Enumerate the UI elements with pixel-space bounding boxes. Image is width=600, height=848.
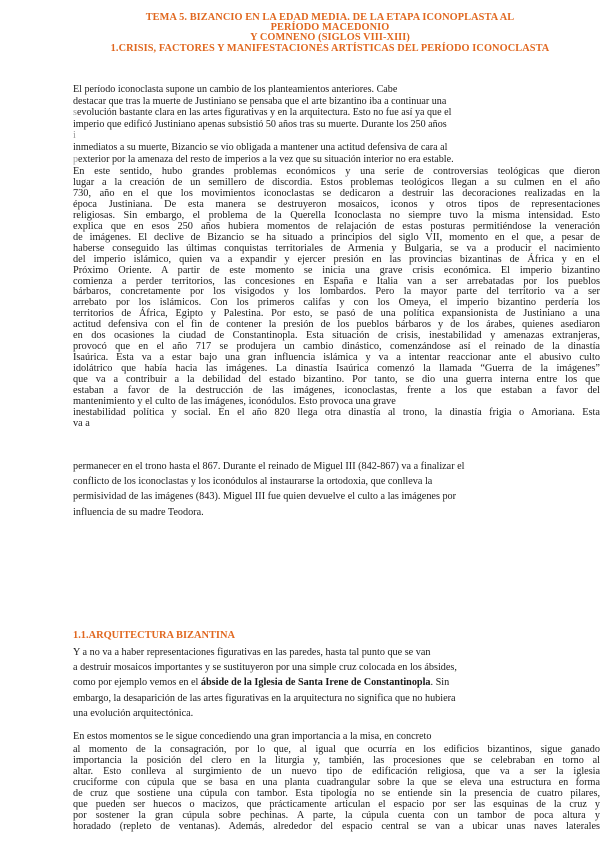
ghost-letter: i — [73, 130, 76, 142]
text-line: importancia la posición del clero en la liturgia y, también, las procesiones que se celebraban en torno al — [73, 755, 600, 766]
text-line: En estos momentos se le sigue concediendo una gran importancia a la misa, en concreto — [73, 731, 432, 742]
title-line: Y COMNENO (SIGLOS VIII-XIII) — [250, 32, 410, 44]
text-line: época Justiniana. De esta manera se destruyeron mosaicos, iconos y otros tipos de representaciones — [73, 198, 600, 210]
text-line: lugar a la creación de un semillero de discordia. Estos problemas teológicos llegan a su culmen en el año — [73, 176, 600, 188]
text-line: una evolución arquitectónica. — [73, 707, 194, 719]
text-line: explica que en esos 250 años hubiera momentos de relajación de estas posturas permitiéndose la veneración — [73, 220, 600, 232]
text-line: provocó que en el año 717 se produjera un cambio dinástico, comenzándose así el reinado de la dinastía — [73, 341, 600, 353]
text-line: conflicto de los iconoclastas y los iconódulos al instaurarse la ortodoxia, que conlleva la — [73, 476, 433, 488]
text-line: Isaúrica. Esta va a estar bajo una gran influencia islámica y va a intentar reaccionar ante el abusivo culto — [73, 352, 600, 364]
text-line: a destruir mosaicos importantes y se sustituyeron por una simple cruz colocada en los ábsides, — [73, 662, 457, 674]
continuation-paragraph — [73, 459, 600, 520]
text-segment: como por ejemplo vemos en el — [73, 677, 201, 689]
title-line: TEMA 5. BIZANCIO EN LA EDAD MEDIA. DE LA ETAPA ICONOPLASTA AL — [145, 12, 515, 23]
text-line-rest: exterior por la amenaza del resto de imperios a la vez que su situación interior no era estable. — [78, 153, 454, 165]
text-line: que pueden ser huecos o macizos, que prácticamente articulan el espacio por ser las esquinas de la cruz y — [73, 799, 600, 810]
ghost-letter: s — [73, 107, 77, 119]
text-line: Y a no va a haber representaciones figurativas en las paredes, hasta tal punto que se van — [73, 647, 431, 658]
text-line: comienza a perder territorios, las concesiones en España e Italia van a ser arrebatadas por los pueblos — [73, 275, 600, 287]
text-line-rest: evolución bastante clara en las artes figurativas y en la arquitectura. Esto no fue así ya que el — [76, 107, 452, 119]
text-line — [73, 154, 600, 166]
text-line — [73, 675, 600, 690]
text-line: influencia de su madre Teodora. — [73, 506, 204, 518]
text-line: va a — [73, 417, 90, 429]
text-line: que va a contribuir a la debilidad del estado bizantino. Por tanto, se dio una guerra interna entre los que — [73, 374, 600, 386]
text-line: cruciforme con cúpula que se basa en una planta cuadrangular sobre la que se eleva una estructura en forma — [73, 777, 600, 788]
text-line: permisividad de las imágenes (843). Miguel III fue quien devuelve el culto a las imágenes por — [73, 491, 457, 503]
text-line: El período iconoclasta supone un cambio de los planteamientos anteriores. Cabe — [73, 84, 398, 95]
intro-paragraph — [73, 84, 600, 165]
section-paragraph-2 — [73, 729, 600, 832]
title-line: PERÍODO MACEDONIO — [270, 22, 390, 34]
text-line: horadado (repleto de ventanas). Además, alrededor del espacio central se van a ubicar unas naves laterales — [73, 821, 600, 832]
bold-church-name: ábside de la Iglesia de Santa Irene de Constantinopla — [200, 677, 431, 689]
text-line: inestabilidad política y social. En el año 820 llega otra dinastía al trono, la dinastía frigia o Amoriana. Esta — [73, 406, 600, 418]
ghost-letter: p — [73, 153, 79, 165]
title-line: 1.CRISIS, FACTORES Y MANIFESTACIONES ARTÍSTICAS DEL PERÍODO ICONOCLASTA — [110, 42, 550, 54]
text-line — [73, 107, 600, 119]
text-line: al momento de la consagración, por lo que, al igual que ocurría en los edificios bizantinos, sigue ganado — [73, 744, 600, 755]
text-line: religiosas. Sin embargo, el problema de la Querella Iconoclasta no siempre tuvo la misma intensidad. Esto — [73, 209, 600, 221]
text-line: bárbaros, concretamente por los visigodos y los lombardos. Pero la mayor parte del territorio va a ser — [73, 286, 600, 298]
section-paragraph-1 — [73, 645, 600, 721]
document-title — [60, 13, 600, 54]
text-segment: . Sin — [430, 677, 450, 689]
text-line: del imperio islámico, quien va a expandir y ejercer presión en las provincias bizantinas de África y en el — [73, 253, 600, 265]
text-line: destacar que tras la muerte de Justiniano se pensaba que el arte bizantino iba a continuar una — [73, 95, 447, 107]
section-heading: 1.1.ARQUITECTURA BIZANTINA — [73, 630, 235, 641]
body-paragraph — [73, 167, 600, 430]
text-line: Próximo Oriente. A partir de este momento se inicia una grave crisis económica. El imperio bizantino — [73, 264, 600, 276]
text-line: imperio que edificó Justiniano apenas subsistió 50 años tras su muerte. Durante los 250 años — [73, 118, 447, 130]
text-line: 730, año en el que los movimientos iconoclastas se dedicaron a destruir las decoraciones realizadas en la — [73, 187, 600, 199]
text-line: estaban a favor de la destrucción de las imágenes, iconoclastas, frente a los que estaban a favor del — [73, 385, 600, 397]
text-line: de imágenes. El declive de Bizancio se ha situado a principios del siglo VII, momento en el que, a pesar de — [73, 231, 600, 243]
text-line: En este sentido, hubo grandes problemas económicos y una serie de controversias teológicas que dieron — [73, 166, 600, 177]
text-line: permanecer en el trono hasta el 867. Durante el reinado de Miguel III (842-867) va a finalizar el — [73, 461, 465, 472]
text-line: mantenimiento y el culto de las imágenes, iconódulos. Esto provoca una grave — [73, 396, 396, 408]
text-line: altar. Esto conlleva al surgimiento de un nuevo tipo de edificación religiosa, que va a ser la iglesia — [73, 766, 600, 777]
text-line: de cruz que sostiene una cúpula con tambor. Esta tipología no se entiende sin la presencia de cuatro pilares, — [73, 788, 600, 799]
text-line: arrebato por los islámicos. Con los primeros califas y con los Omeya, el imperio bizantino perdería los — [73, 297, 600, 309]
text-line: embargo, la desaparición de las artes figurativas en la arquitectura no significa que no hubiera — [73, 692, 456, 704]
text-line: haberse conseguido las últimas conquistas territoriales de Armenia y Bulgaria, se va a producir el nacimiento — [73, 242, 600, 254]
text-line: en dos ocasiones la ciudad de Constantinopla. Esta situación de crisis, inestabilidad y amenazas extranjeras, — [73, 330, 600, 342]
text-line: territorios de África, Egipto y Palestina. Por esto, se pasó de una política expansionista de Justiniano a una — [73, 308, 600, 320]
text-line: inmediatos a su muerte, Bizancio se vio obligada a mantener una actitud defensiva de cara al — [73, 141, 448, 153]
text-line: por sostener la gran cúpula sobre pechinas. A parte, la cúpula cuenta con un tambor de poca altura y — [73, 810, 600, 821]
text-line: idolátrico que había hacia las imágenes. La dinastía Isaúrica comenzó la llamada “Guerra de la imágenes” — [73, 363, 600, 375]
text-line: actitud defensiva con el fin de contener la presión de los pueblos bárbaros y de los árabes, quienes asediaron — [73, 319, 600, 331]
